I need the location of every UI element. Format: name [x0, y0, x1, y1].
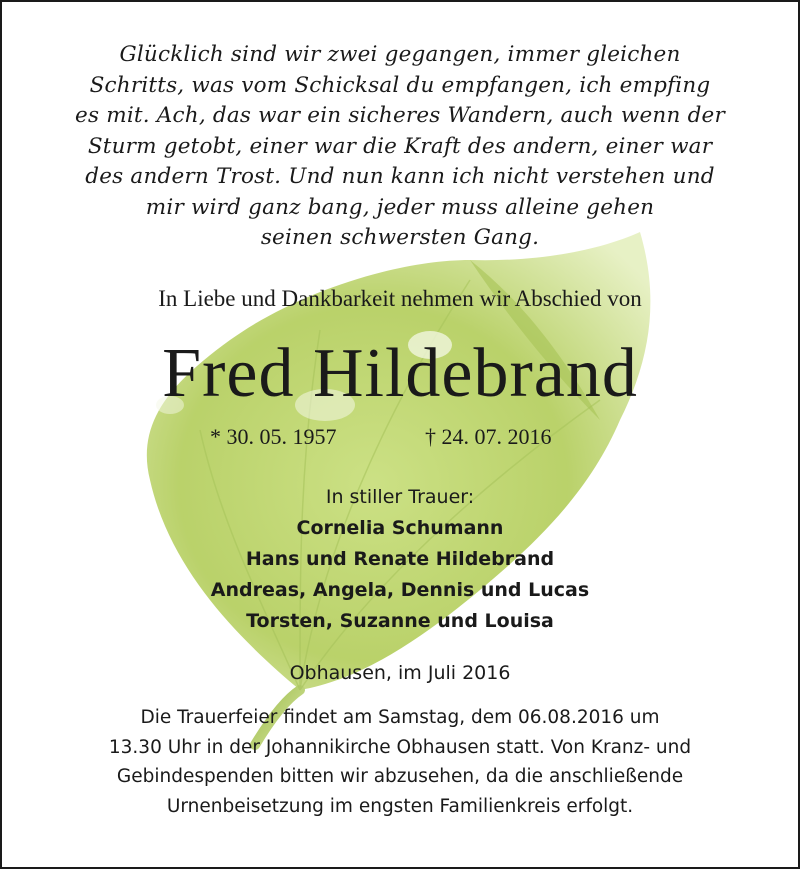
poem: [30, 40, 770, 254]
mourner-name: Torsten, Suzanne und Louisa: [246, 610, 554, 632]
mourner-name: Cornelia Schumann: [296, 517, 504, 539]
poem-line: es mit. Ach, das war ein sicheres Wandern, auch wenn der: [75, 103, 725, 128]
funeral-notice: [20, 703, 780, 821]
poem-line: mir wird ganz bang, jeder muss alleine gehen: [145, 194, 655, 220]
notice-line: Die Trauerfeier findet am Samstag, dem 06.08.2016 um: [140, 707, 660, 728]
poem-line: Schritts, was vom Schicksal du empfangen, ich empfing: [89, 72, 711, 98]
notice-line: 13.30 Uhr in der Johannikirche Obhausen statt. Von Kranz- und: [108, 736, 692, 758]
place-and-date: Obhausen, im Juli 2016: [289, 662, 511, 684]
notice-line: Gebindespenden bitten wir abzusehen, da die anschließende: [116, 766, 684, 787]
mourner-name: Andreas, Angela, Dennis und Lucas: [210, 579, 590, 601]
mourner-name: Hans und Renate Hildebrand: [245, 548, 555, 570]
poem-line: des andern Trost. Und nun kann ich nicht verstehen und: [85, 164, 715, 189]
deceased-name: Fred Hildebrand: [162, 335, 638, 412]
mourners-heading: In stiller Trauer:: [325, 486, 475, 508]
poem-line: Sturm getobt, einer war die Kraft des andern, einer war: [87, 133, 713, 159]
death-date: † 24. 07. 2016: [425, 424, 552, 449]
notice-line: Urnenbeisetzung im engsten Familienkreis erfolgt.: [166, 795, 634, 817]
mourners-block: [0, 482, 800, 637]
poem-line: Glücklich sind wir zwei gegangen, immer gleichen: [119, 42, 681, 67]
poem-line: seinen schwersten Gang.: [260, 225, 540, 250]
birth-date: * 30. 05. 1957: [210, 424, 337, 449]
farewell-intro: In Liebe und Dankbarkeit nehmen wir Abschied von: [158, 286, 642, 311]
